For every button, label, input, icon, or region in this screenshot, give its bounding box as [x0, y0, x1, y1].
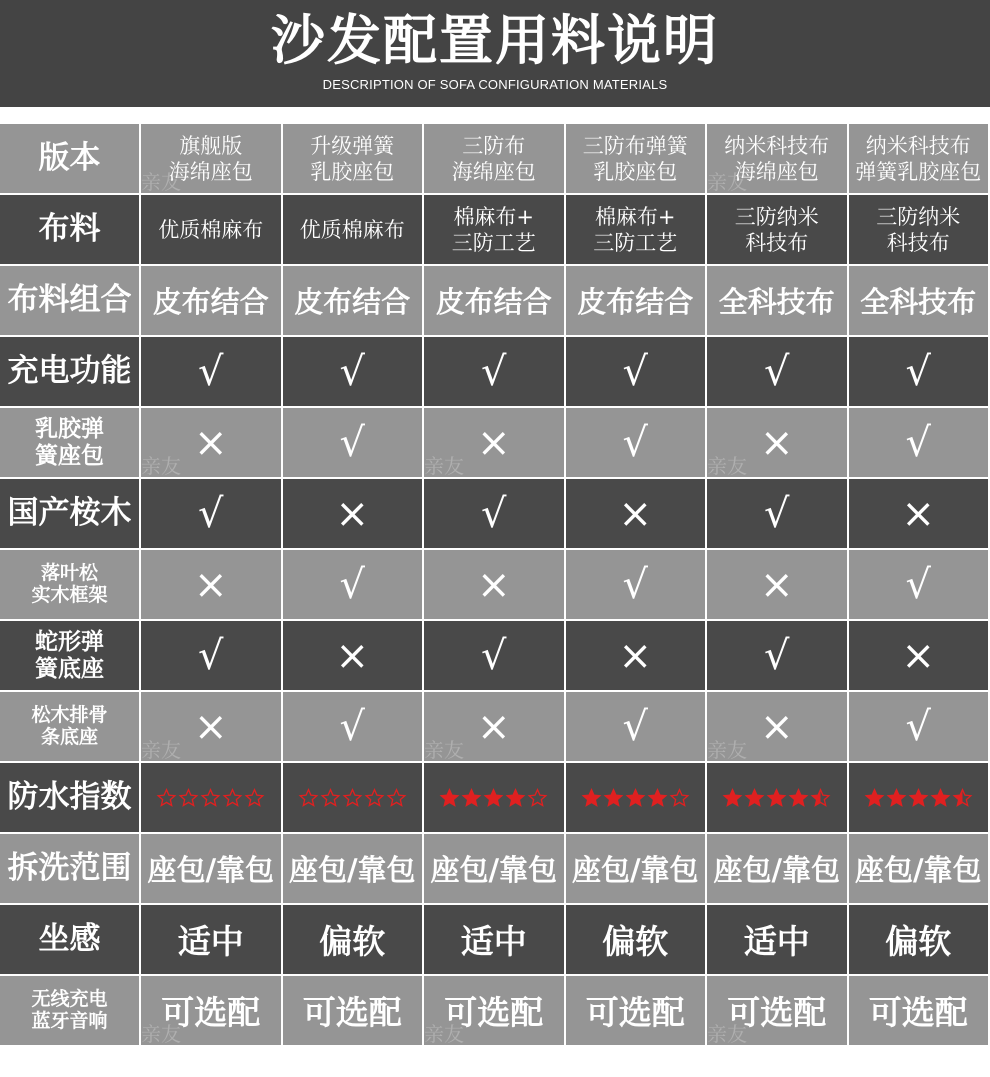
star-icon: [178, 788, 199, 808]
watermark: 亲友: [424, 454, 464, 478]
star-icon: [864, 788, 885, 808]
star-icon: [483, 788, 504, 808]
cross-mark-icon: ×: [901, 632, 935, 679]
watermark: 亲友: [424, 1022, 464, 1046]
check-mark-icon: √: [198, 490, 224, 537]
cell-fabric_combo-4: [566, 266, 708, 337]
rating-stars: [581, 788, 690, 808]
cell-pine_slat-4: [566, 692, 708, 763]
cell-waterproof-2: [283, 763, 425, 834]
cell-text: 三防布弹簧 乳胶座包: [582, 133, 688, 184]
cell-larch_frame-3: [424, 550, 566, 621]
cell-text: 优质棉麻布: [158, 217, 264, 242]
star-icon: [722, 788, 743, 808]
cell-latex_spring_seat-2: [283, 408, 425, 479]
cell-wireless-4: [566, 976, 708, 1047]
cell-fabric-5: [707, 195, 849, 266]
cell-text: 纳米科技布 海绵座包: [724, 133, 830, 184]
check-mark-icon: √: [905, 561, 931, 608]
cell-fabric_combo-1: [141, 266, 283, 337]
cell-pine_slat-5: [707, 692, 849, 763]
cell-text: 可选配: [302, 993, 402, 1032]
cell-text: 可选配: [585, 993, 685, 1032]
cell-fabric_combo-3: [424, 266, 566, 337]
cell-waterproof-4: [566, 763, 708, 834]
cell-text: 偏软: [885, 922, 952, 961]
cross-mark-icon: ×: [476, 703, 511, 750]
page-header: [0, 0, 990, 107]
cell-fabric-3: [424, 195, 566, 266]
cell-version-3: [424, 124, 566, 195]
cell-removable-1: [141, 834, 283, 905]
cell-seating_feel-5: [707, 905, 849, 976]
cell-fabric_combo-2: [283, 266, 425, 337]
cell-text: 三防纳米 科技布: [876, 204, 961, 255]
star-icon: [886, 788, 907, 808]
star-icon: [788, 788, 809, 808]
cell-latex_spring_seat-6: [849, 408, 990, 479]
cell-domestic_oak-2: [283, 479, 425, 550]
star-icon: [930, 788, 951, 808]
check-mark-icon: √: [339, 348, 365, 395]
check-mark-icon: √: [764, 490, 790, 537]
cell-wireless-5: [707, 976, 849, 1047]
watermark: 亲友: [707, 1022, 747, 1046]
cross-mark-icon: ×: [335, 490, 369, 537]
star-icon: [386, 788, 407, 808]
cell-version-6: [849, 124, 990, 195]
row-header-removable: 拆洗范围: [0, 834, 141, 905]
cell-domestic_oak-6: [849, 479, 990, 550]
check-mark-icon: √: [339, 703, 365, 750]
row-header-fabric_combo: 布料组合: [0, 266, 141, 337]
star-icon: [200, 788, 221, 808]
check-mark-icon: √: [764, 348, 790, 395]
cell-removable-2: [283, 834, 425, 905]
cell-text: 优质棉麻布: [299, 217, 405, 242]
cell-text: 棉麻布+ 三防工艺: [593, 204, 678, 255]
star-icon: [669, 788, 690, 808]
cell-fabric_combo-6: [849, 266, 990, 337]
rating-stars: [864, 788, 973, 808]
cell-fabric-2: [283, 195, 425, 266]
cell-wireless-6: [849, 976, 990, 1047]
watermark: 亲友: [424, 738, 464, 762]
cell-text: 三防纳米 科技布: [734, 204, 819, 255]
cell-text: 座包/靠包: [147, 853, 275, 887]
cross-mark-icon: ×: [476, 561, 511, 608]
check-mark-icon: √: [905, 419, 931, 466]
check-mark-icon: √: [905, 703, 931, 750]
cell-version-1: [141, 124, 283, 195]
star-icon: [744, 788, 765, 808]
cell-fabric-6: [849, 195, 990, 266]
cell-latex_spring_seat-1: [141, 408, 283, 479]
cell-serpentine_spring-6: [849, 621, 990, 692]
star-icon: [952, 788, 973, 808]
cell-larch_frame-5: [707, 550, 849, 621]
cell-seating_feel-3: [424, 905, 566, 976]
check-mark-icon: √: [339, 419, 365, 466]
cross-mark-icon: ×: [759, 561, 794, 608]
cell-removable-6: [849, 834, 990, 905]
star-icon: [244, 788, 265, 808]
cross-mark-icon: ×: [618, 632, 652, 679]
cell-text: 棉麻布+ 三防工艺: [451, 204, 536, 255]
cell-charging-5: [707, 337, 849, 408]
cell-text: 可选配: [727, 993, 827, 1032]
cell-seating_feel-6: [849, 905, 990, 976]
watermark: 亲友: [141, 454, 181, 478]
cell-fabric_combo-5: [707, 266, 849, 337]
star-icon: [603, 788, 624, 808]
check-mark-icon: √: [764, 632, 790, 679]
cell-fabric-4: [566, 195, 708, 266]
cell-text: 可选配: [161, 993, 261, 1032]
page-title: 沙发配置用料说明: [271, 9, 719, 72]
cell-text: 可选配: [444, 993, 544, 1032]
cell-wireless-1: [141, 976, 283, 1047]
cell-text: 适中: [743, 922, 810, 961]
row-header-serpentine_spring: 蛇形弹 簧底座: [0, 621, 141, 692]
cell-version-4: [566, 124, 708, 195]
cell-domestic_oak-3: [424, 479, 566, 550]
cell-text: 座包/靠包: [430, 853, 558, 887]
star-icon: [320, 788, 341, 808]
rating-stars: [156, 788, 265, 808]
watermark: 亲友: [141, 170, 181, 194]
star-icon: [647, 788, 668, 808]
row-header-wireless: 无线充电 蓝牙音响: [0, 976, 141, 1047]
star-icon: [222, 788, 243, 808]
cell-serpentine_spring-1: [141, 621, 283, 692]
cell-charging-3: [424, 337, 566, 408]
check-mark-icon: √: [198, 348, 224, 395]
row-header-waterproof: 防水指数: [0, 763, 141, 834]
cell-pine_slat-1: [141, 692, 283, 763]
cell-charging-4: [566, 337, 708, 408]
cell-removable-3: [424, 834, 566, 905]
cell-text: 可选配: [868, 993, 968, 1032]
cell-domestic_oak-4: [566, 479, 708, 550]
cell-larch_frame-4: [566, 550, 708, 621]
cell-seating_feel-1: [141, 905, 283, 976]
cell-pine_slat-3: [424, 692, 566, 763]
check-mark-icon: √: [481, 348, 507, 395]
row-header-domestic_oak: 国产桉木: [0, 479, 141, 550]
cell-larch_frame-1: [141, 550, 283, 621]
watermark: 亲友: [141, 1022, 181, 1046]
cell-serpentine_spring-2: [283, 621, 425, 692]
check-mark-icon: √: [481, 632, 507, 679]
cell-wireless-2: [283, 976, 425, 1047]
row-header-charging: 充电功能: [0, 337, 141, 408]
cell-larch_frame-2: [283, 550, 425, 621]
cell-seating_feel-2: [283, 905, 425, 976]
cell-domestic_oak-5: [707, 479, 849, 550]
cell-text: 升级弹簧 乳胶座包: [310, 133, 395, 184]
cell-charging-1: [141, 337, 283, 408]
cell-serpentine_spring-4: [566, 621, 708, 692]
cell-domestic_oak-1: [141, 479, 283, 550]
star-icon: [581, 788, 602, 808]
check-mark-icon: √: [481, 490, 507, 537]
cell-text: 偏软: [319, 922, 386, 961]
cross-mark-icon: ×: [193, 419, 228, 466]
cell-latex_spring_seat-4: [566, 408, 708, 479]
cell-text: 纳米科技布 弹簧乳胶座包: [855, 133, 982, 184]
check-mark-icon: √: [905, 348, 931, 395]
star-icon: [505, 788, 526, 808]
rating-stars: [439, 788, 548, 808]
header-gap: [0, 107, 990, 124]
cell-text: 适中: [177, 922, 244, 961]
cell-text: 适中: [460, 922, 527, 961]
cell-removable-4: [566, 834, 708, 905]
star-icon: [342, 788, 363, 808]
star-icon: [766, 788, 787, 808]
row-header-seating_feel: 坐感: [0, 905, 141, 976]
cross-mark-icon: ×: [901, 490, 935, 537]
cell-text: 皮布结合: [435, 285, 552, 319]
cross-mark-icon: ×: [618, 490, 652, 537]
star-icon: [298, 788, 319, 808]
star-icon: [625, 788, 646, 808]
cell-latex_spring_seat-5: [707, 408, 849, 479]
cell-text: 偏软: [602, 922, 669, 961]
row-header-larch_frame: 落叶松 实木框架: [0, 550, 141, 621]
row-header-pine_slat: 松木排骨 条底座: [0, 692, 141, 763]
check-mark-icon: √: [622, 561, 648, 608]
cell-serpentine_spring-5: [707, 621, 849, 692]
cell-version-2: [283, 124, 425, 195]
cell-text: 皮布结合: [294, 285, 411, 319]
cross-mark-icon: ×: [476, 419, 511, 466]
cell-seating_feel-4: [566, 905, 708, 976]
row-header-fabric: 布料: [0, 195, 141, 266]
cell-waterproof-1: [141, 763, 283, 834]
cell-latex_spring_seat-3: [424, 408, 566, 479]
cell-charging-2: [283, 337, 425, 408]
cell-larch_frame-6: [849, 550, 990, 621]
cross-mark-icon: ×: [759, 703, 794, 750]
star-icon: [461, 788, 482, 808]
cross-mark-icon: ×: [193, 703, 228, 750]
row-header-version: 版本: [0, 124, 141, 195]
cross-mark-icon: ×: [193, 561, 228, 608]
star-icon: [527, 788, 548, 808]
watermark: 亲友: [707, 738, 747, 762]
cell-charging-6: [849, 337, 990, 408]
check-mark-icon: √: [622, 419, 648, 466]
cell-text: 座包/靠包: [713, 853, 841, 887]
cell-waterproof-5: [707, 763, 849, 834]
star-icon: [364, 788, 385, 808]
watermark: 亲友: [707, 454, 747, 478]
cross-mark-icon: ×: [759, 419, 794, 466]
cell-text: 三防布 海绵座包: [451, 133, 536, 184]
star-icon: [439, 788, 460, 808]
cell-version-5: [707, 124, 849, 195]
cell-text: 旗舰版 海绵座包: [168, 133, 253, 184]
row-header-latex_spring_seat: 乳胶弹 簧座包: [0, 408, 141, 479]
cell-waterproof-6: [849, 763, 990, 834]
star-icon: [156, 788, 177, 808]
page-subtitle: DESCRIPTION OF SOFA CONFIGURATION MATERIALS: [322, 77, 668, 92]
rating-stars: [298, 788, 407, 808]
watermark: 亲友: [707, 170, 747, 194]
cell-text: 座包/靠包: [571, 853, 699, 887]
cell-text: 皮布结合: [152, 285, 269, 319]
spec-table: [0, 124, 990, 1047]
check-mark-icon: √: [622, 348, 648, 395]
rating-stars: [722, 788, 831, 808]
cell-text: 皮布结合: [577, 285, 694, 319]
cell-fabric-1: [141, 195, 283, 266]
cross-mark-icon: ×: [335, 632, 369, 679]
star-icon: [810, 788, 831, 808]
cell-wireless-3: [424, 976, 566, 1047]
star-icon: [908, 788, 929, 808]
cell-waterproof-3: [424, 763, 566, 834]
check-mark-icon: √: [198, 632, 224, 679]
cell-text: 全科技布: [718, 285, 835, 319]
check-mark-icon: √: [339, 561, 365, 608]
cell-text: 全科技布: [860, 285, 977, 319]
cell-text: 座包/靠包: [854, 853, 982, 887]
cell-pine_slat-2: [283, 692, 425, 763]
cell-removable-5: [707, 834, 849, 905]
check-mark-icon: √: [622, 703, 648, 750]
cell-text: 座包/靠包: [288, 853, 416, 887]
cell-pine_slat-6: [849, 692, 990, 763]
watermark: 亲友: [141, 738, 181, 762]
cell-serpentine_spring-3: [424, 621, 566, 692]
